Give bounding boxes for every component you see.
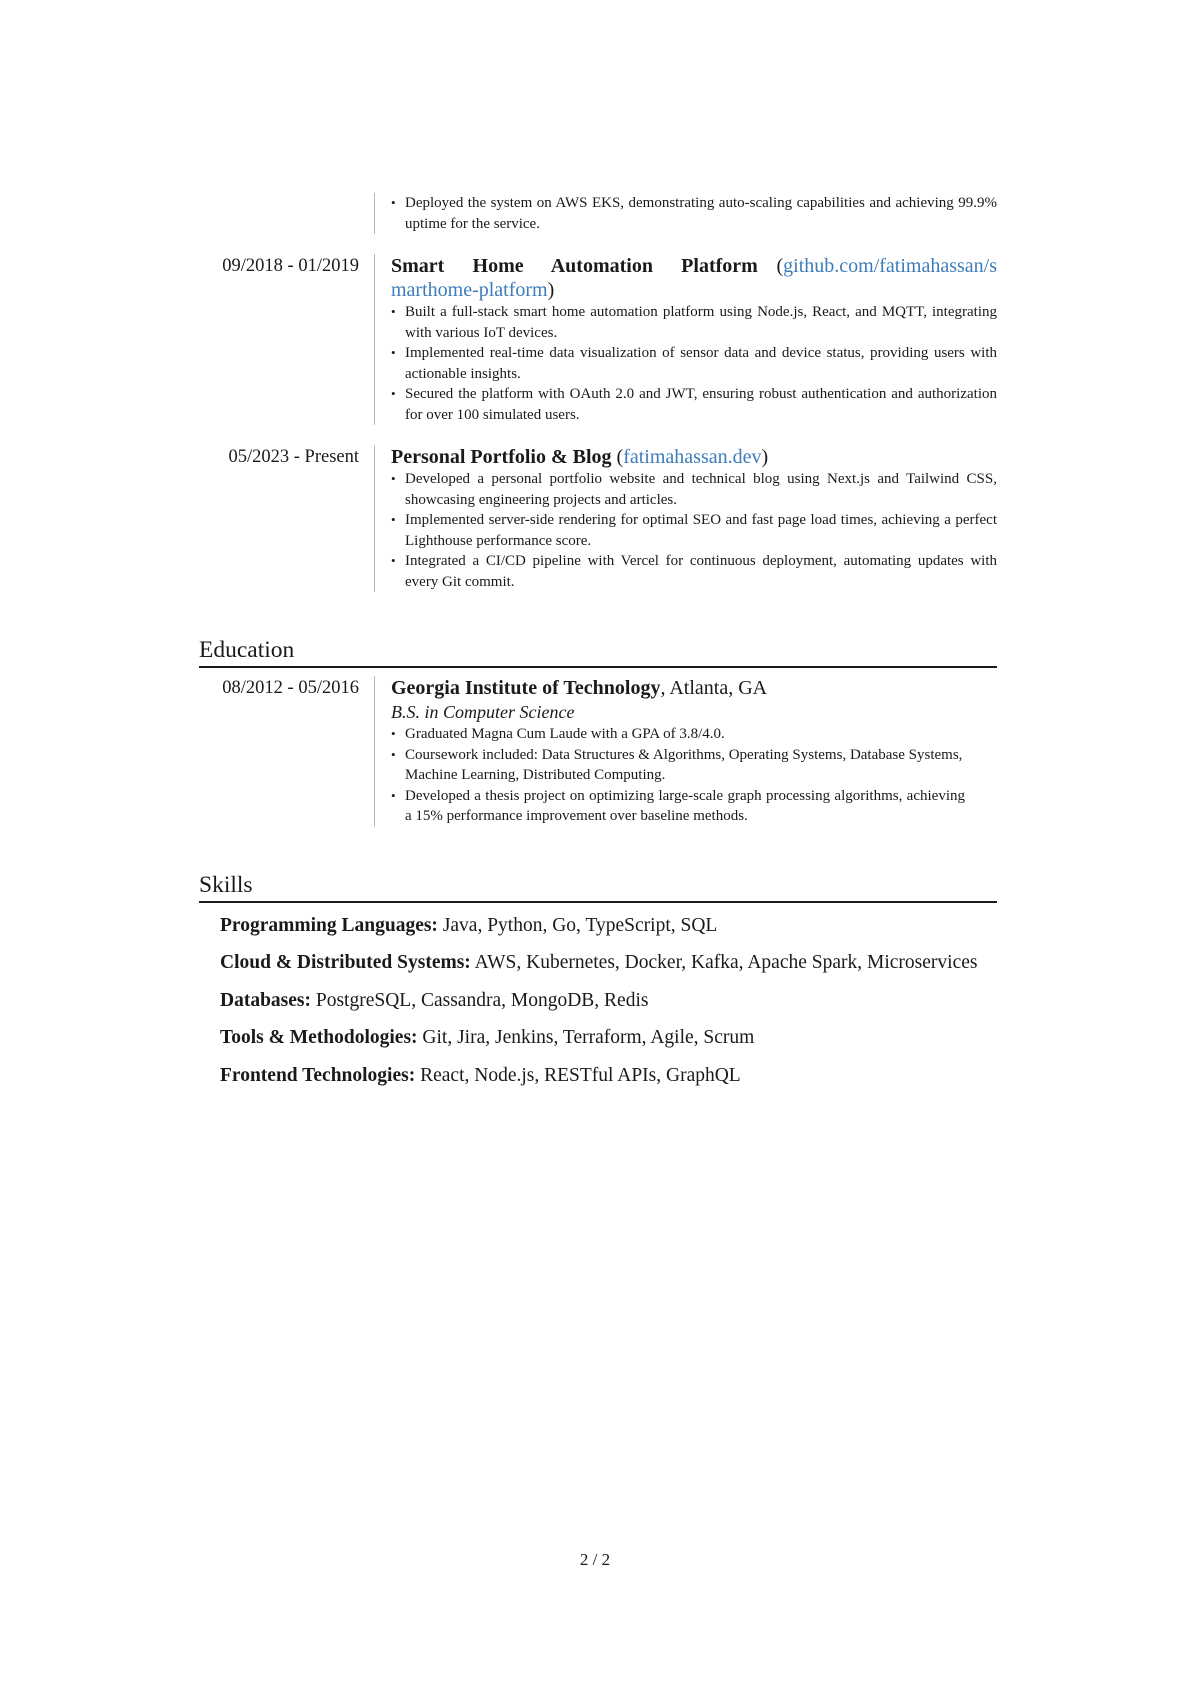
bullet-list [391,302,997,425]
project-title-line: Personal Portfolio & Blog (fatimahassan.dev) [391,446,769,468]
project-title-line: Smart Home Automation Platform (github.com/fatimahassan/smarthome-platform) [391,255,997,301]
bullet-item: • Built a full-stack smart home automation platform using Node.js, React, and MQTT, integrating with various IoT devices. [391,302,997,343]
education-entry [199,676,997,827]
skill-label: Frontend Technologies: [220,1064,416,1086]
entry-date: 05/2023 - Present [228,447,359,467]
project-link[interactable]: github.com/fatimahassan/smarthome-platform [391,255,997,301]
entry-date: 09/2018 - 01/2019 [222,256,359,276]
skill-label: Databases: [220,989,311,1011]
institution-name: Georgia Institute of Technology [391,677,661,699]
bullet-item: • Coursework included: Data Structures & Algorithms, Operating Systems, Database Systems, Machine Learning, Distributed Computing. [391,745,965,786]
education-title-line [391,676,997,700]
skill-row [199,913,997,939]
skill-label: Cloud & Distributed Systems: [220,952,471,973]
skill-row [199,1063,997,1089]
skill-label: Programming Languages: [220,914,438,936]
project-link[interactable]: fatimahassan.dev [623,446,762,468]
skill-value: React, Node.js, RESTful APIs, GraphQL [415,1064,741,1086]
skill-label: Tools & Methodologies: [220,1027,418,1048]
bullet-list [391,724,997,827]
project-entry-smart-home [199,254,997,425]
project-title: Personal Portfolio & Blog [391,446,612,468]
skill-row [199,1025,997,1051]
project-title: Smart Home Automation Platform [391,255,758,277]
bullet-item: • Implemented real-time data visualization of sensor data and device status, providing users with actionable insights. [391,343,997,384]
project-entry-portfolio [199,445,997,592]
bullet-list [391,193,997,234]
skill-value: Java, Python, Go, TypeScript, SQL [437,914,718,936]
education-section [199,636,997,827]
bullet-item: • Deployed the system on AWS EKS, demonstrating auto-scaling capabilities and achieving 99.9% uptime for the service. [391,193,997,234]
skill-value: PostgreSQL, Cassandra, MongoDB, Redis [311,989,649,1011]
section-heading-education: Education [199,636,997,668]
entry-body [374,676,997,827]
page-number: 2 / 2 [579,1550,611,1569]
bullet-item: • Graduated Magna Cum Laude with a GPA of 3.8/4.0. [391,724,965,745]
bullet-item: • Developed a personal portfolio website and technical blog using Next.js and Tailwind CSS, showcasing engineering projects and articles. [391,469,997,510]
entry-date: 08/2012 - 05/2016 [222,678,359,698]
bullet-item: • Integrated a CI/CD pipeline with Vercel for continuous deployment, automating updates with every Git commit. [391,551,997,592]
skill-value: AWS, Kubernetes, Docker, Kafka, Apache Spark, Microservices [470,952,978,973]
bullet-item: • Developed a thesis project on optimizing large-scale graph processing algorithms, achieving a 15% performance improvement over baseline methods. [391,786,965,827]
section-heading-skills: Skills [199,871,997,903]
bullet-item: • Implemented server-side rendering for optimal SEO and fast page load times, achieving a perfect Lighthouse performance score. [391,510,997,551]
entry-date [199,193,374,234]
skill-row [199,950,997,976]
continued-project-entry [199,193,997,234]
entry-body [374,254,997,425]
bullet-item: • Secured the platform with OAuth 2.0 and JWT, ensuring robust authentication and authorization for over 100 simulated users. [391,384,997,425]
skill-row [199,988,997,1014]
skill-value: Git, Jira, Jenkins, Terraform, Agile, Scrum [417,1027,755,1048]
resume-content [199,193,997,1100]
skills-section [199,871,997,1089]
degree: B.S. in Computer Science [391,702,575,722]
institution-location: , Atlanta, GA [660,677,768,699]
entry-body [374,193,997,234]
entry-body [374,445,997,592]
bullet-list [391,469,997,592]
